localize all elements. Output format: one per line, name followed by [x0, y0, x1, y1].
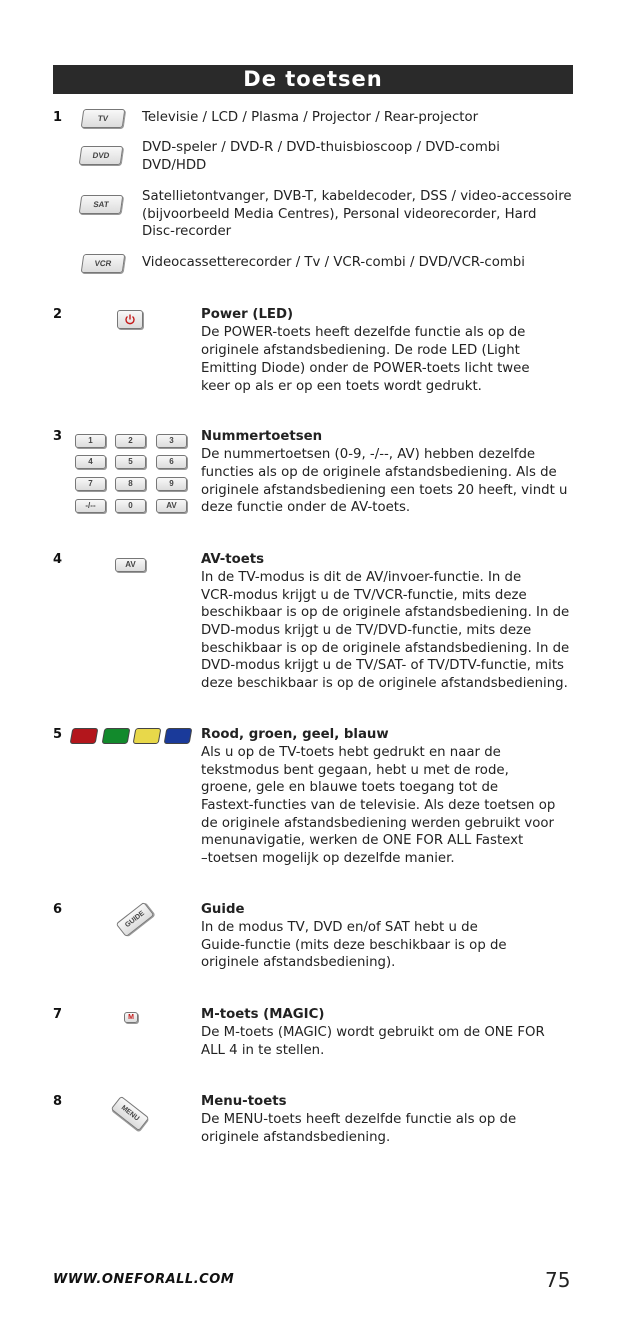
guide-line3: originele afstandsbediening).: [201, 955, 396, 970]
key-4: 4: [75, 455, 106, 469]
magic-line1: De M-toets (MAGIC) wordt gebruikt om de ONE FOR: [201, 1025, 545, 1040]
key-1: 1: [75, 434, 106, 448]
green-key: [102, 728, 131, 744]
power-line3: Emitting Diode) onder de POWER-toets licht twee: [201, 361, 530, 376]
power-heading: Power (LED): [201, 307, 294, 322]
magic-heading: M-toets (MAGIC): [201, 1007, 325, 1022]
power-icon: [118, 311, 142, 328]
color-keys-line2: tekstmodus bent gegaan, hebt u met de rode,: [201, 763, 509, 778]
number-keys-line4: deze functie onder de AV-toets.: [201, 500, 411, 515]
number-keys-line2: functies als op de originele afstandsbediening. Als de: [201, 465, 557, 480]
tv-button: TV: [81, 109, 126, 128]
power-button: [117, 310, 143, 329]
key-5: 5: [115, 455, 146, 469]
key-3: 3: [156, 434, 187, 448]
menu-line1: De MENU-toets heeft dezelfde functie als op de: [201, 1112, 517, 1127]
section-number-6: 6: [53, 902, 63, 917]
dvd-description-line2: DVD/HDD: [142, 158, 207, 173]
key-dash: -/--: [75, 499, 106, 513]
menu-heading: Menu-toets: [201, 1094, 287, 1109]
av-line6: DVD-modus krijgt u de TV/SAT- of TV/DTV-functie, mits: [201, 658, 564, 673]
sat-description-line1: Satellietontvanger, DVB-T, kabeldecoder, DSS / video-accessoire: [142, 189, 572, 204]
av-line4: DVD-modus krijgt u de TV/DVD-functie, mits deze: [201, 623, 532, 638]
page-title: De toetsen: [243, 67, 383, 91]
section-number-1: 1: [53, 110, 63, 125]
sat-button: SAT: [79, 195, 124, 214]
page-number: 75: [545, 1268, 571, 1292]
menu-button: MENU: [111, 1096, 150, 1132]
key-9: 9: [156, 477, 187, 491]
menu-line2: originele afstandsbediening.: [201, 1130, 391, 1145]
dvd-button: DVD: [79, 146, 124, 165]
key-7: 7: [75, 477, 106, 491]
dvd-description-line1: DVD-speler / DVD-R / DVD-thuisbioscoop / DVD-combi: [142, 140, 500, 155]
number-keys-line1: De nummertoetsen (0-9, -/--, AV) hebben dezelfde: [201, 447, 536, 462]
color-keys-line7: –toetsen mogelijk op dezelfde manier.: [201, 851, 455, 866]
key-2: 2: [115, 434, 146, 448]
av-line3: beschikbaar is op de originele afstandsbediening. In de: [201, 605, 570, 620]
power-line1: De POWER-toets heeft dezelfde functie als op de: [201, 325, 526, 340]
color-keys-line5: de originele afstandsbediening werden gebruikt voor: [201, 816, 555, 831]
color-keys-line1: Als u op de TV-toets hebt gedrukt en naar de: [201, 745, 501, 760]
sat-description-line3: Disc-recorder: [142, 224, 232, 239]
av-line7: deze beschikbaar is op de originele afstandsbediening.: [201, 676, 568, 691]
guide-line1: In de modus TV, DVD en/of SAT hebt u de: [201, 920, 478, 935]
vcr-description: Videocassetterecorder / Tv / VCR-combi / DVD/VCR-combi: [142, 255, 525, 270]
tv-description: Televisie / LCD / Plasma / Projector / Rear-projector: [142, 110, 479, 125]
av-line5: beschikbaar is op de originele afstandsbediening. In de: [201, 641, 570, 656]
number-keys-heading: Nummertoetsen: [201, 429, 323, 444]
guide-button: GUIDE: [116, 902, 155, 938]
section-number-7: 7: [53, 1007, 63, 1022]
title-bar: [53, 65, 573, 94]
sat-description-line2: (bijvoorbeeld Media Centres), Personal videorecorder, Hard: [142, 207, 537, 222]
website-url: WWW.ONEFORALL.COM: [53, 1272, 235, 1287]
section-number-5: 5: [53, 727, 63, 742]
magic-button: M: [124, 1012, 138, 1023]
av-line1: In de TV-modus is dit de AV/invoer-functie. In de: [201, 570, 522, 585]
color-keys-line6: menunavigatie, werken de ONE FOR ALL Fastext: [201, 833, 524, 848]
key-6: 6: [156, 455, 187, 469]
guide-line2: Guide-functie (mits deze beschikbaar is op de: [201, 938, 507, 953]
red-key: [70, 728, 99, 744]
section-number-4: 4: [53, 552, 63, 567]
yellow-key: [133, 728, 162, 744]
section-number-3: 3: [53, 429, 63, 444]
section-number-2: 2: [53, 307, 63, 322]
color-keys-line4: Fastext-functies van de televisie. Als deze toetsen op: [201, 798, 556, 813]
magic-line2: ALL 4 in te stellen.: [201, 1043, 325, 1058]
power-line4: keer op als er op een toets wordt gedrukt.: [201, 379, 482, 394]
color-keys-line3: groene, gele en blauwe toets toegang tot de: [201, 780, 499, 795]
key-av: AV: [156, 499, 187, 513]
color-keys-heading: Rood, groen, geel, blauw: [201, 727, 389, 742]
guide-heading: Guide: [201, 902, 245, 917]
number-keys-line3: originele afstandsbediening een toets 20 heeft, vindt u: [201, 483, 568, 498]
blue-key: [164, 728, 193, 744]
key-8: 8: [115, 477, 146, 491]
av-line2: VCR-modus krijgt u de TV/VCR-functie, mits deze: [201, 588, 527, 603]
av-button: AV: [115, 558, 146, 572]
vcr-button: VCR: [81, 254, 126, 273]
section-number-8: 8: [53, 1094, 63, 1109]
key-0: 0: [115, 499, 146, 513]
av-heading: AV-toets: [201, 552, 265, 567]
power-line2: originele afstandsbediening. De rode LED (Light: [201, 343, 520, 358]
